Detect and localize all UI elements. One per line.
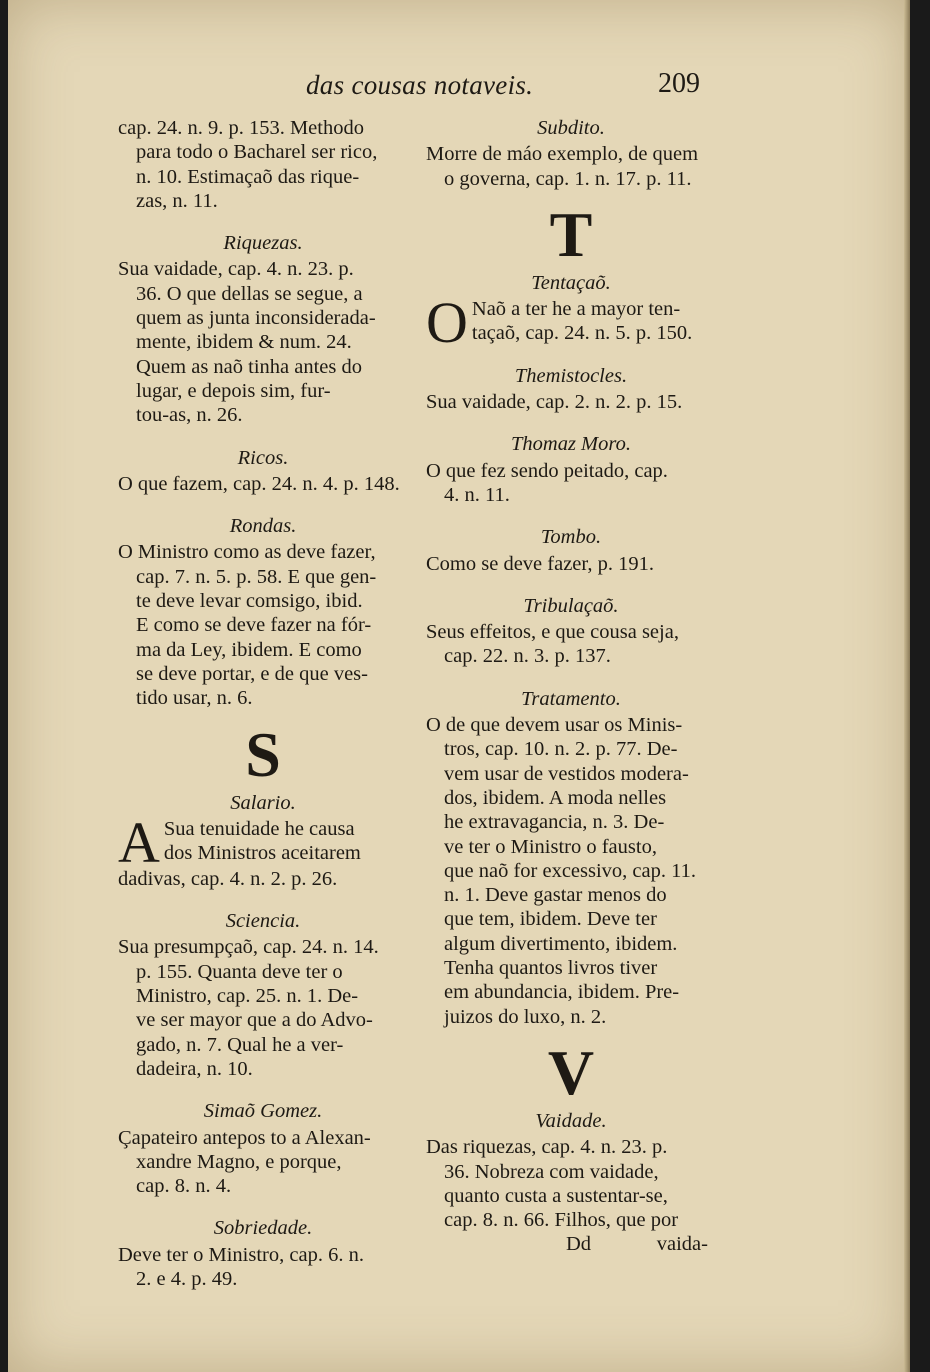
index-entry-body bbox=[118, 116, 408, 213]
index-entry-body bbox=[426, 142, 716, 191]
text-line: Sua presumpçaõ, cap. 24. n. 14. bbox=[118, 936, 379, 959]
text-line: algum divertimento, ibidem. bbox=[444, 932, 678, 955]
text-line: se deve portar, e de que ves- bbox=[136, 662, 368, 685]
catchline bbox=[426, 1232, 716, 1256]
text-line: vem usar de vestidos modera- bbox=[444, 762, 689, 785]
index-entry-body bbox=[118, 809, 408, 891]
text-line: xandre Magno, e porque, bbox=[136, 1150, 342, 1173]
index-entry-body bbox=[118, 472, 408, 496]
index-entry-heading: Thomaz Moro. bbox=[511, 433, 631, 456]
text-line: 4. n. 11. bbox=[444, 483, 510, 506]
signature-mark: Dd bbox=[566, 1233, 592, 1256]
text-line: taçaõ, cap. 24. n. 5. p. 150. bbox=[471, 322, 693, 345]
text-line: tou-as, n. 26. bbox=[136, 404, 243, 427]
index-entry-heading: Tribulaçaõ. bbox=[523, 594, 619, 617]
text-line: O que fez sendo peitado, cap. bbox=[426, 459, 668, 482]
text-line: Morre de máo exemplo, de quem bbox=[426, 143, 699, 166]
text-line: O que fazem, cap. 24. n. 4. p. 148. bbox=[118, 472, 400, 495]
index-entry-heading: Tentaçaõ. bbox=[531, 271, 611, 294]
text-line: em abundancia, ibidem. Pre- bbox=[444, 981, 680, 1004]
catchword: vaida- bbox=[656, 1233, 708, 1256]
text-line: O de que devem usar os Minis- bbox=[426, 714, 683, 737]
text-line: ve ter o Ministro o fausto, bbox=[444, 835, 657, 858]
text-line: quem as junta inconsiderada- bbox=[136, 307, 376, 330]
text-line: Çapateiro antepos to a Alexan- bbox=[118, 1126, 371, 1149]
index-entry-body bbox=[118, 540, 408, 710]
index-entry-heading: Rondas. bbox=[229, 515, 297, 538]
running-title: das cousas notaveis. bbox=[306, 70, 534, 100]
text-line: Naõ a ter he a mayor ten- bbox=[471, 298, 681, 321]
index-entry-body bbox=[426, 459, 716, 508]
text-line: cap. 22. n. 3. p. 137. bbox=[444, 645, 611, 668]
text-line: mente, ibidem & num. 24. bbox=[136, 331, 352, 354]
index-entry-heading: Simaõ Gomez. bbox=[203, 1100, 323, 1123]
index-entry-body bbox=[426, 620, 716, 669]
index-entry-heading: Themistocles. bbox=[514, 364, 628, 387]
text-line: 36. O que dellas se segue, a bbox=[136, 282, 363, 305]
text-line: Ministro, cap. 25. n. 1. De- bbox=[136, 985, 359, 1008]
section-letter: T bbox=[549, 198, 593, 270]
section-letter: V bbox=[547, 1036, 595, 1108]
text-line: o governa, cap. 1. n. 17. p. 11. bbox=[444, 167, 692, 190]
text-line: Sua vaidade, cap. 2. n. 2. p. 15. bbox=[426, 391, 683, 414]
drop-capital: O bbox=[426, 290, 468, 356]
index-entry-body bbox=[426, 552, 716, 576]
text-line: zas, n. 11. bbox=[136, 189, 218, 212]
text-line: gado, n. 7. Qual he a ver- bbox=[136, 1033, 344, 1056]
index-entry-body bbox=[118, 935, 408, 1081]
text-line: Seus effeitos, e que cousa seja, bbox=[426, 621, 679, 644]
index-column-right bbox=[426, 116, 716, 1257]
text-line: ma da Ley, ibidem. E como bbox=[136, 638, 362, 661]
index-entry-heading: Salario. bbox=[230, 791, 296, 814]
text-line: Sua vaidade, cap. 4. n. 23. p. bbox=[118, 258, 354, 281]
text-line: Como se deve fazer, p. 191. bbox=[426, 552, 655, 575]
index-entry-body bbox=[426, 1135, 716, 1232]
text-line: cap. 8. n. 66. Filhos, que por bbox=[444, 1209, 679, 1232]
index-entry-body bbox=[426, 390, 716, 414]
text-line: cap. 8. n. 4. bbox=[136, 1175, 232, 1198]
text-line: dadivas, cap. 4. n. 2. p. 26. bbox=[118, 867, 338, 890]
text-line: O Ministro como as deve fazer, bbox=[118, 541, 376, 564]
text-line: juizos do luxo, n. 2. bbox=[444, 1005, 607, 1028]
text-line: n. 10. Estimaçaõ das rique- bbox=[136, 165, 360, 188]
index-entry-body bbox=[426, 290, 716, 356]
text-line: tido usar, n. 6. bbox=[136, 687, 253, 710]
text-line: tros, cap. 10. n. 2. p. 77. De- bbox=[444, 738, 678, 761]
index-entry-heading: Sobriedade. bbox=[213, 1217, 313, 1240]
text-line: dadeira, n. 10. bbox=[136, 1057, 253, 1080]
index-entry-heading: Ricos. bbox=[237, 446, 289, 469]
index-entry-heading: Subdito. bbox=[537, 117, 605, 139]
index-entry-body bbox=[118, 1243, 408, 1292]
text-line: Quem as naõ tinha antes do bbox=[136, 355, 363, 378]
index-entry-body bbox=[118, 1126, 408, 1199]
text-line: Das riquezas, cap. 4. n. 23. p. bbox=[426, 1136, 668, 1159]
text-line: he extravagancia, n. 3. De- bbox=[444, 811, 665, 834]
index-entry-heading: Sciencia. bbox=[225, 910, 301, 933]
text-line: dos, ibidem. A moda nelles bbox=[444, 786, 667, 809]
index-entry-body bbox=[118, 257, 408, 427]
text-line: que naõ for excessivo, cap. 11. bbox=[444, 859, 696, 882]
text-line: quanto custa a sustentar-se, bbox=[444, 1184, 668, 1207]
text-line: dos Ministros aceitarem bbox=[163, 842, 361, 865]
text-line: lugar, e depois sim, fur- bbox=[136, 379, 331, 402]
index-entry-body bbox=[426, 713, 716, 1029]
text-line: te deve levar comsigo, ibid. bbox=[136, 590, 363, 613]
text-line: p. 155. Quanta deve ter o bbox=[136, 960, 343, 983]
page-header bbox=[0, 68, 930, 108]
page-number: 209 bbox=[658, 68, 700, 99]
index-entry-heading: Tratamento. bbox=[521, 687, 621, 710]
text-line: 36. Nobreza com vaidade, bbox=[444, 1160, 659, 1183]
text-line: que tem, ibidem. Deve ter bbox=[444, 908, 657, 931]
text-line: cap. 7. n. 5. p. 58. E que gen- bbox=[136, 565, 377, 588]
text-line: cap. 24. n. 9. p. 153. Methodo bbox=[118, 117, 364, 139]
text-line: para todo o Bacharel ser rico, bbox=[136, 141, 378, 164]
drop-capital: A bbox=[118, 809, 160, 875]
index-entry-heading: Riquezas. bbox=[223, 232, 303, 255]
text-line: Deve ter o Ministro, cap. 6. n. bbox=[118, 1243, 364, 1266]
text-line: 2. e 4. p. 49. bbox=[136, 1267, 238, 1290]
index-entry-heading: Vaidade. bbox=[535, 1109, 607, 1132]
text-line: Sua tenuidade he causa bbox=[163, 817, 355, 840]
text-line: Tenha quantos livros tiver bbox=[444, 957, 658, 980]
index-column-left bbox=[118, 116, 408, 1291]
index-entry-heading: Tombo. bbox=[540, 526, 602, 549]
text-line: n. 1. Deve gastar menos do bbox=[444, 884, 667, 907]
text-line: E como se deve fazer na fór- bbox=[136, 614, 372, 637]
text-line: ve ser mayor que a do Advo- bbox=[136, 1009, 373, 1032]
section-letter: S bbox=[245, 718, 281, 790]
